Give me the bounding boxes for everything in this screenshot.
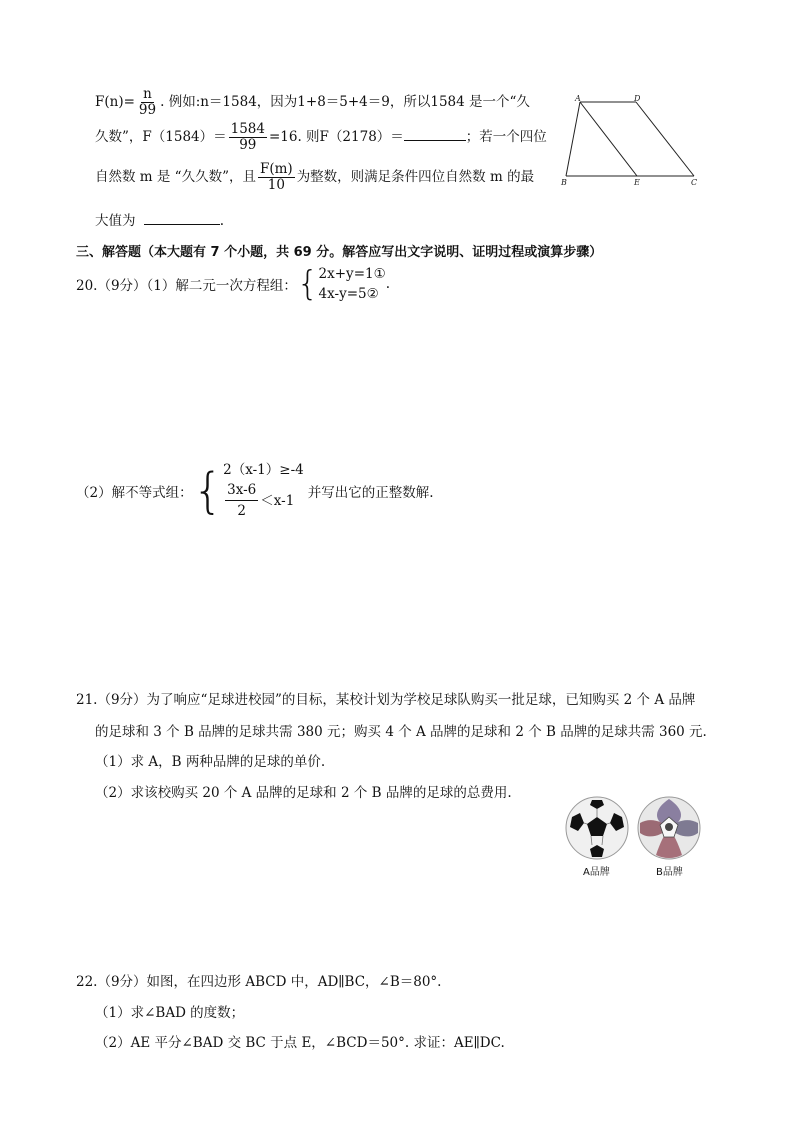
frac-denominator: 99 [138, 102, 157, 118]
q19-frac-fm-10 [258, 162, 295, 193]
q19-line2-text-b: ；若一个四位 [465, 129, 547, 145]
answer-blank-f2178[interactable] [404, 140, 466, 141]
frac-denominator: 99 [239, 137, 257, 153]
point-label-d: D [634, 94, 641, 103]
equation-system [297, 264, 386, 304]
football-b-image [634, 795, 704, 861]
football-a-image [562, 795, 632, 861]
q22-line1: 22.（9分）如图，在四边形 ABCD 中，AD∥BC，∠B＝80°. [76, 974, 442, 990]
q19-line3-text: 为整数，则满足条件四位自然数 m 的最 [296, 169, 535, 185]
q20-part1-prefix: 20.（9分）（1）解二元一次方程组： [76, 278, 297, 294]
inequality-2 [223, 480, 304, 521]
q19-line4-end: . [219, 213, 225, 229]
segment-ae [580, 102, 637, 176]
q21-line1: 21.（9分）为了响应“足球进校园”的目标，某校计划为学校足球队购买一批足球，已知购买 2 个 A 品牌 [76, 692, 696, 708]
q20-part2-prefix: （2）解不等式组： [76, 484, 193, 501]
ball-b-label: B品牌 [656, 867, 683, 878]
q19-line4 [95, 209, 224, 229]
q20-part1-end: . [385, 276, 390, 292]
q19-line1 [95, 87, 530, 118]
inequality-1: 2（x-1）≥-4 [223, 462, 304, 478]
q21-line2: 的足球和 3 个 B 品牌的足球共需 380 元；购买 4 个 A 品牌的足球和 2 个 B 品牌的足球共需 360 元. [95, 724, 707, 740]
segment-ab [566, 102, 580, 176]
q19-line4-text: 大值为 [95, 213, 136, 229]
section-3-heading: 三、解答题（本大题有 7 个小题，共 69 分。解答应写出文字说明、证明过程或演算步骤） [76, 245, 603, 260]
point-label-b: B [561, 178, 567, 187]
equation-1: 2x+y=1① [318, 266, 386, 282]
point-label-a: A [575, 94, 581, 103]
q21-sub1: （1）求 A，B 两种品牌的足球的单价. [95, 754, 326, 770]
trapezoid-figure [558, 94, 704, 188]
q19-frac-1584-99 [229, 122, 267, 153]
frac-denominator: 2 [237, 503, 246, 519]
segment-dc [636, 102, 694, 176]
frac-denominator: 10 [267, 177, 285, 193]
q19-line1-text: . 例如:n＝1584，因为1+8＝5+4＝9，所以1584 是一个“久 [160, 94, 530, 110]
q19-frac-n-99 [137, 87, 158, 118]
left-brace-icon: { [296, 264, 319, 304]
q22-sub1: （1）求∠BAD 的度数； [95, 1005, 245, 1021]
q20-part2-suffix: 并写出它的正整数解. [307, 484, 434, 501]
point-label-e: E [634, 178, 640, 187]
q21-sub2: （2）求该校购买 20 个 A 品牌的足球和 2 个 B 品牌的足球的总费用. [95, 785, 512, 801]
q19-line2-text-a: =16. 则F（2178）＝ [268, 129, 404, 145]
ball-a-label: A品牌 [583, 867, 610, 878]
ineq2-frac [225, 480, 258, 521]
frac-numerator: F(m) [259, 161, 293, 177]
frac-numerator: 3x-6 [225, 480, 258, 501]
q19-line3-prefix: 自然数 m 是 “久久数”，且 [95, 169, 256, 185]
q20-part2 [76, 460, 434, 521]
q19-line2-prefix: 久数”，F（1584）＝ [95, 129, 227, 145]
q22-sub2: （2）AE 平分∠BAD 交 BC 于点 E，∠BCD＝50°. 求证：AE∥DC. [95, 1035, 505, 1051]
equation-2: 4x-y=5② [318, 286, 379, 302]
q19-line3 [95, 162, 534, 193]
frac-numerator: n [143, 86, 152, 102]
frac-numerator: 1584 [230, 121, 265, 137]
point-label-c: C [691, 178, 698, 187]
answer-blank-max-m[interactable] [144, 224, 220, 225]
ineq2-rest: ＜x-1 [260, 492, 295, 509]
q19-line1-prefix: F(n)= [95, 94, 135, 110]
left-brace-icon: { [192, 462, 224, 519]
q20-part1 [76, 264, 390, 304]
inequality-system [193, 460, 304, 521]
q19-line2 [95, 122, 547, 153]
